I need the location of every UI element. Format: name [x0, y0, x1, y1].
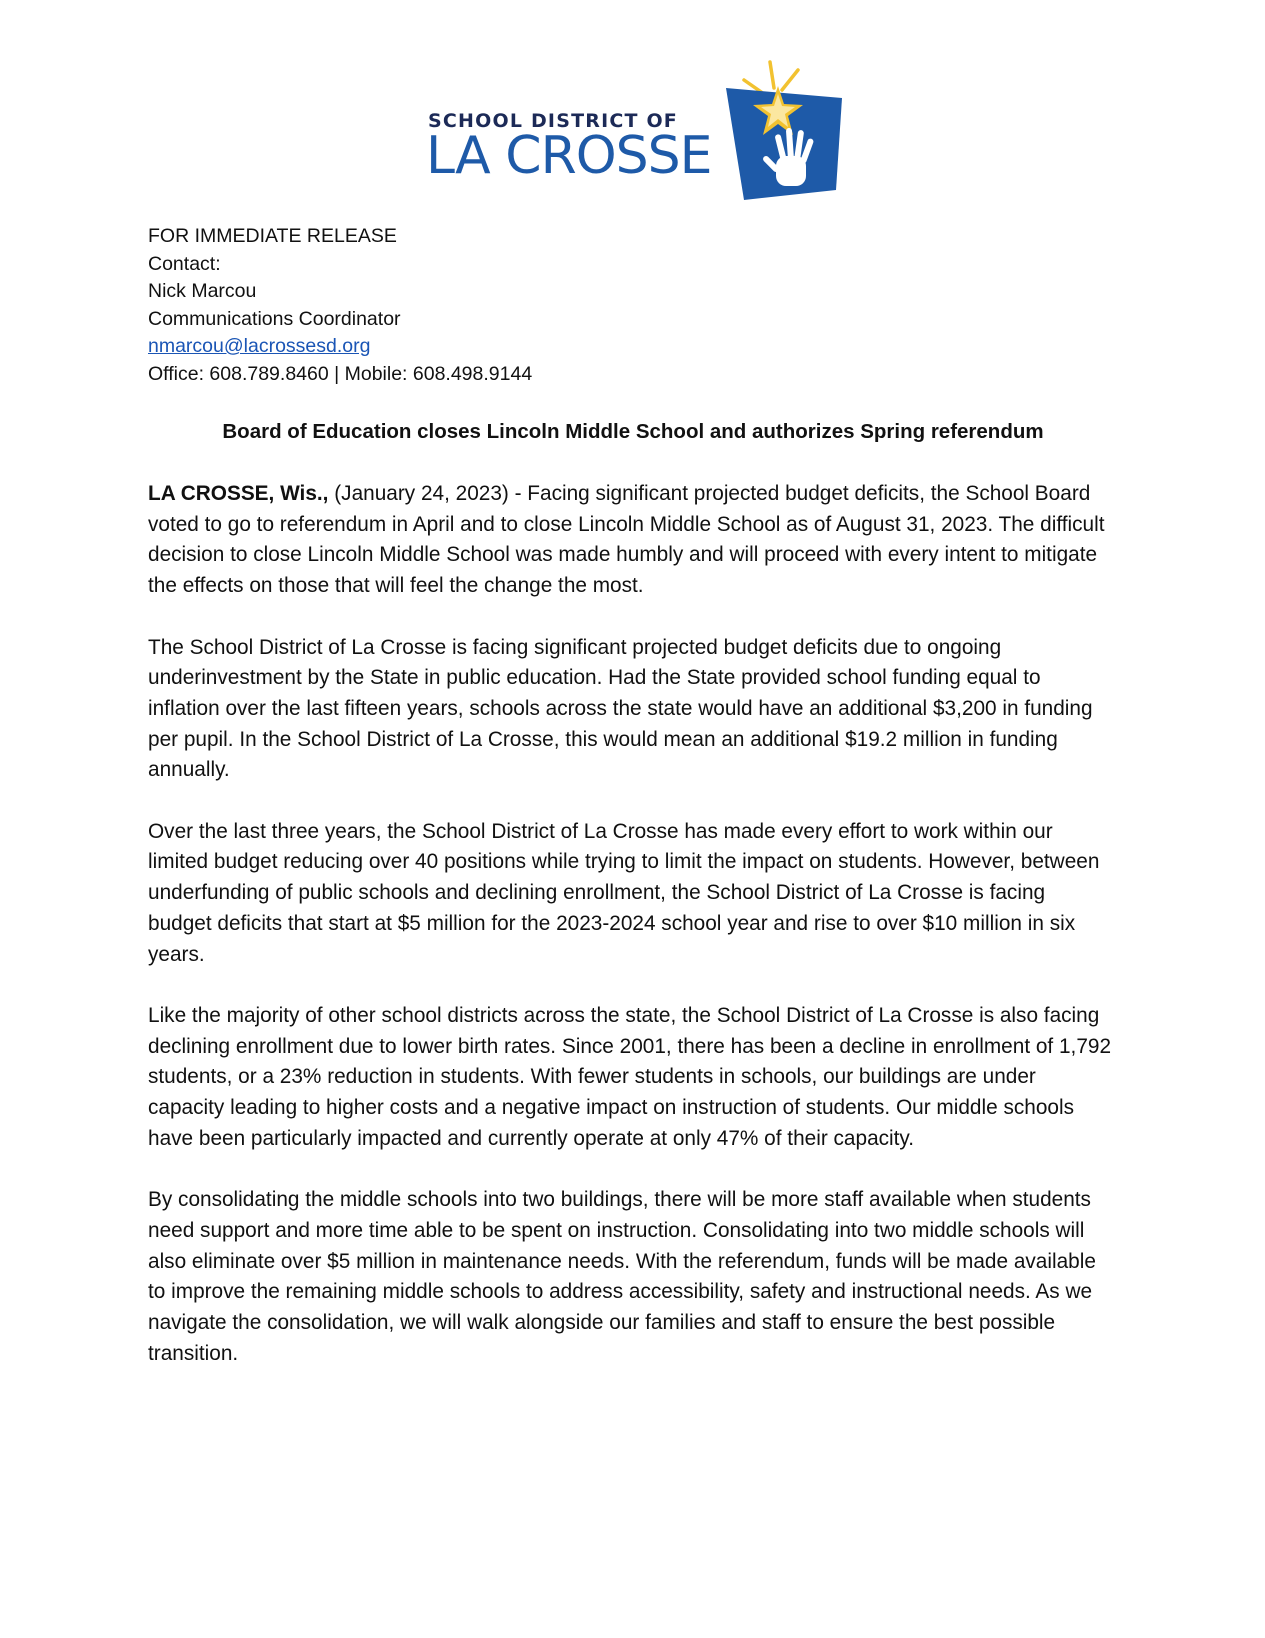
paragraph-2: The School District of La Crosse is facing significant projected budget deficits due to ongoing underinvestment by the State in public education. Had the State provided school funding equal to inflation over the last fifteen years, schools across the state would have an additional $3,200 in funding per pupil. In the School District of La Crosse, this would mean an additional $19.2 million in funding annually. — [148, 635, 1093, 782]
paragraph-5: By consolidating the middle schools into two buildings, there will be more staff available when students need support and more time able to be spent on instruction. Consolidating into two middle schools will also eliminate over $5 million in maintenance needs. With the referendum, funds will be made available to improve the remaining middle schools to address accessibility, safety and instructional needs. As we navigate the consolidation, we will walk alongside our families and staff to ensure the best possible transition. — [148, 1188, 1096, 1365]
paragraph-1 — [148, 479, 1114, 602]
contact-name: Nick Marcou — [148, 280, 257, 302]
paragraph-1-text: (January 24, 2023) - Facing significant projected budget deficits, the School Board voted to go to referendum in April and to close Lincoln Middle School as of August 31, 2023. The difficult decision to close Lincoln Middle School was made humbly and will proceed with every intent to mitigate the effects on those that will feel the change the most. — [148, 482, 1105, 598]
contact-phones: Office: 608.789.8460 | Mobile: 608.498.9144 — [148, 362, 533, 385]
dateline: LA CROSSE, Wis., — [148, 482, 329, 505]
star-hand-logo-icon — [718, 58, 848, 203]
article-body — [148, 479, 1114, 1400]
contact-title: Communications Coordinator — [148, 307, 401, 330]
contact-block — [148, 223, 532, 388]
logo-line-2: LA CROSSE — [426, 126, 712, 186]
contact-email-link[interactable]: nmarcou@lacrossesd.org — [148, 335, 371, 357]
headline: Board of Education closes Lincoln Middle School and authorizes Spring referendum — [222, 420, 1044, 443]
release-label: FOR IMMEDIATE RELEASE — [148, 225, 397, 247]
contact-label: Contact: — [148, 252, 221, 275]
logo-line-1: SCHOOL DISTRICT OF — [428, 110, 678, 132]
paragraph-4: Like the majority of other school districts across the state, the School District of La Crosse is also facing declining enrollment due to lower birth rates. Since 2001, there has been a decline in enrollment of 1,792 students, or a 23% reduction in students. With fewer students in schools, our buildings are under capacity leading to higher costs and a negative impact on instruction of students. Our middle schools have been particularly impacted and currently operate at only 47% of their capacity. — [148, 1003, 1112, 1150]
paragraph-3: Over the last three years, the School District of La Crosse has made every effort to work within our limited budget reducing over 40 positions while trying to limit the impact on students. However, between underfunding of public schools and declining enrollment, the School District of La Crosse is facing budget deficits that start at $5 million for the 2023-2024 school year and rise to over $10 million in six years. — [148, 819, 1100, 966]
district-logo — [428, 58, 848, 203]
